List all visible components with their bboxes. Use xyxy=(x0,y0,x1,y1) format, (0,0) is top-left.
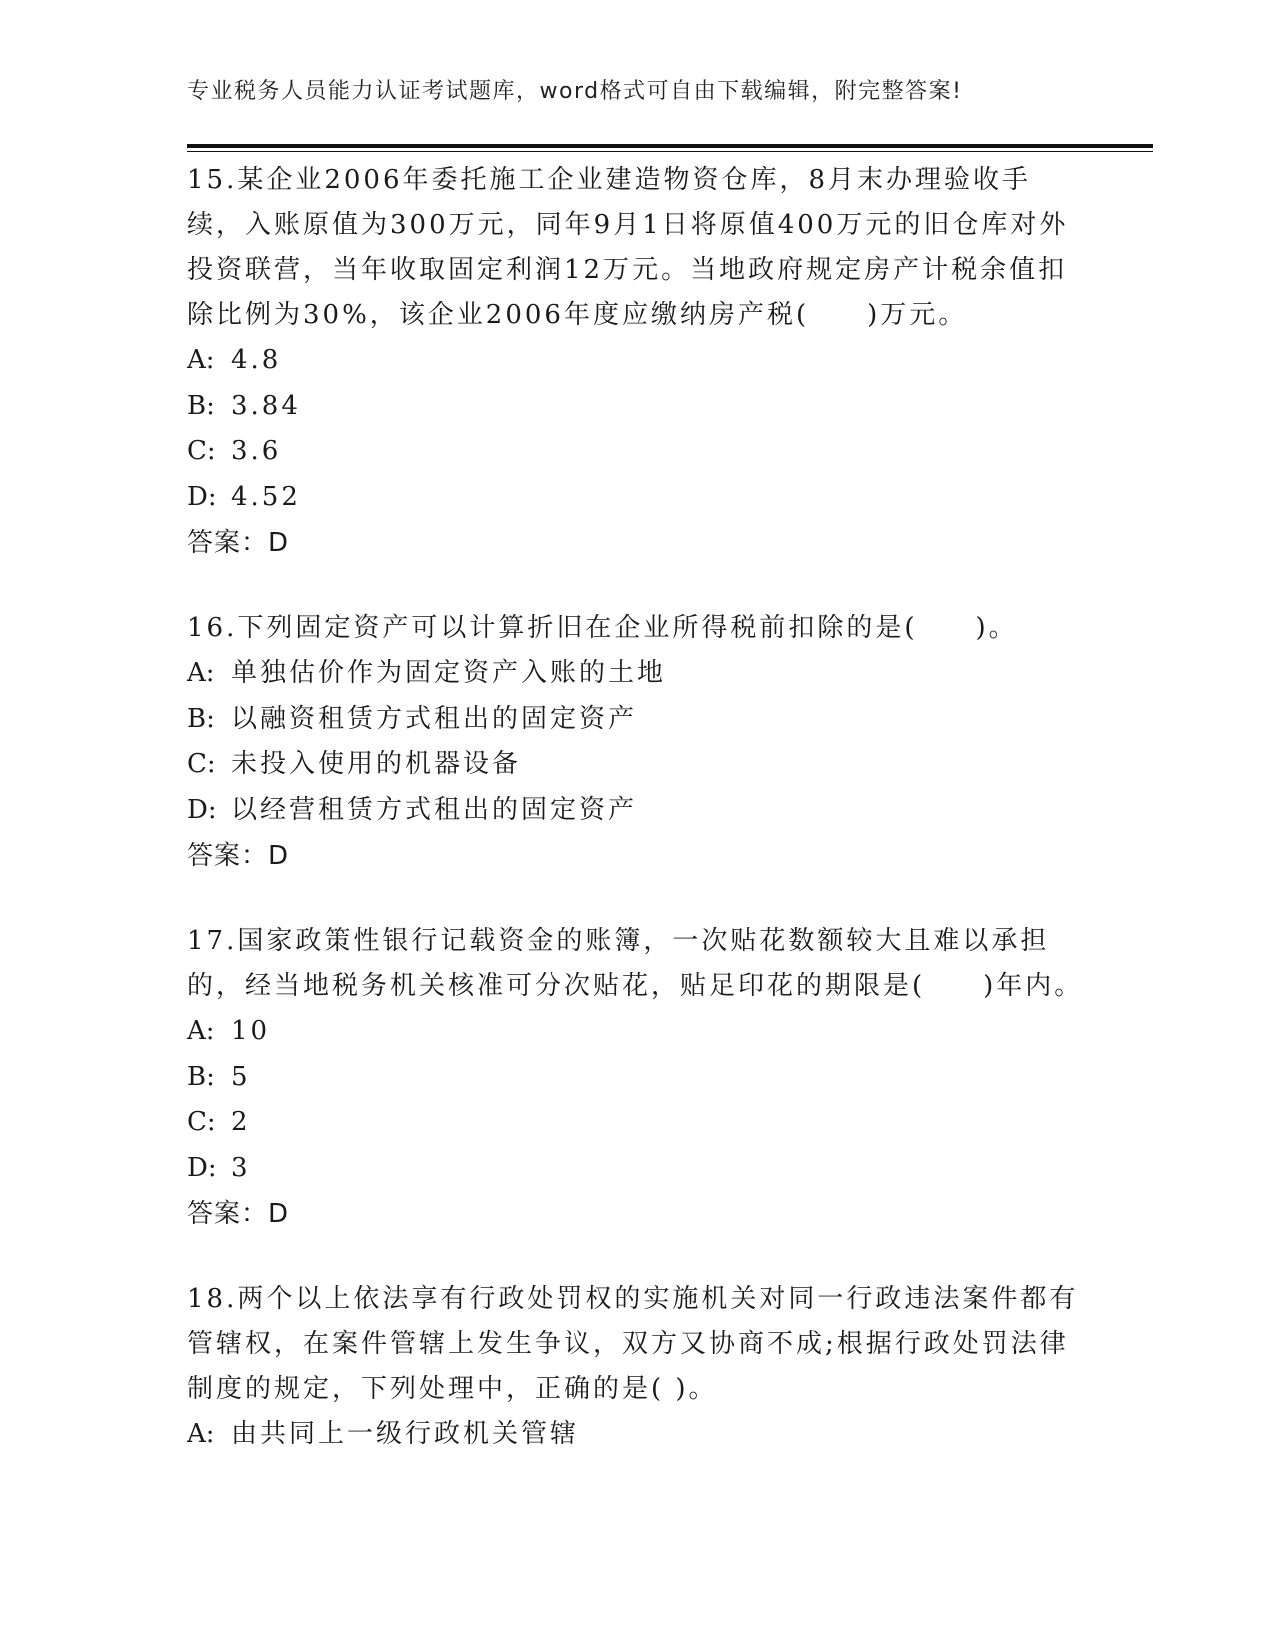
option-letter: C: xyxy=(187,749,216,779)
option-text: 以经营租赁方式租出的固定资产 xyxy=(231,794,638,825)
answer-line: 答案：D xyxy=(187,841,290,871)
option-letter: A: xyxy=(187,658,215,688)
question-stem: 18.两个以上依法享有行政处罚权的实施机关对同一行政违法案件都有管辖权，在案件管辖上发生争议，双方又协商不成;根据行政处罚法律制度的规定，下列处理中，正确的是( )。 xyxy=(187,1284,1079,1404)
option-letter: B: xyxy=(187,1061,215,1092)
answer-line: 答案：D xyxy=(187,528,290,558)
question-stem: 17.国家政策性银行记载资金的账簿，一次贴花数额较大且难以承担的，经当地税务机关核准可分次贴花，贴足印花的期限是( )年内。 xyxy=(187,926,1084,1001)
option-letter: C: xyxy=(187,436,216,466)
option-text: 2 xyxy=(231,1107,251,1137)
option-letter: D: xyxy=(187,1152,217,1183)
option-c xyxy=(187,429,1087,475)
option-letter: D: xyxy=(187,794,217,825)
option-b xyxy=(187,384,1087,430)
answer-line: 答案：D xyxy=(187,1199,290,1229)
option-letter: A: xyxy=(187,345,215,375)
option-letter: B: xyxy=(187,703,215,734)
option-d xyxy=(187,1146,1087,1192)
option-a xyxy=(187,1009,1087,1055)
header-divider-thick xyxy=(187,144,1153,148)
option-text: 5 xyxy=(231,1061,251,1092)
option-letter: B: xyxy=(187,390,215,421)
question-item xyxy=(187,606,1087,879)
option-a xyxy=(187,338,1087,384)
option-b xyxy=(187,697,1087,743)
option-text: 4.52 xyxy=(231,481,301,512)
option-letter: A: xyxy=(187,1419,215,1449)
option-text: 3.6 xyxy=(231,436,282,466)
question-item xyxy=(187,1277,1087,1458)
question-stem: 16.下列固定资产可以计算折旧在企业所得税前扣除的是( )。 xyxy=(187,613,1018,643)
page-header: 专业税务人员能力认证考试题库，word格式可自由下载编辑，附完整答案! xyxy=(187,79,963,104)
option-b xyxy=(187,1055,1087,1101)
question-stem: 15.某企业2006年委托施工企业建造物资仓库，8月末办理验收手续，入账原值为300万元，同年9月1日将原值400万元的旧仓库对外投资联营，当年收取固定利润12万元。当地政府规定房产计税余值扣除比例为30%，该企业2006年度应缴纳房产税( )万元。 xyxy=(187,165,1069,330)
question-item xyxy=(187,919,1087,1237)
option-text: 由共同上一级行政机关管辖 xyxy=(231,1419,580,1449)
option-c xyxy=(187,742,1087,788)
option-text: 10 xyxy=(231,1016,271,1046)
option-a xyxy=(187,1412,1087,1458)
option-c xyxy=(187,1100,1087,1146)
option-text: 以融资租赁方式租出的固定资产 xyxy=(231,703,638,734)
option-text: 4.8 xyxy=(231,345,282,375)
option-d xyxy=(187,788,1087,834)
option-text: 单独估价作为固定资产入账的土地 xyxy=(231,658,667,688)
option-d xyxy=(187,475,1087,521)
option-text: 3.84 xyxy=(231,390,301,421)
option-letter: A: xyxy=(187,1016,215,1046)
question-list xyxy=(187,158,1087,1498)
option-text: 3 xyxy=(231,1152,251,1183)
option-letter: D: xyxy=(187,481,217,512)
option-letter: C: xyxy=(187,1107,216,1137)
option-text: 未投入使用的机器设备 xyxy=(231,749,522,779)
header-divider-thin xyxy=(187,151,1153,152)
question-item xyxy=(187,158,1087,566)
option-a xyxy=(187,651,1087,697)
